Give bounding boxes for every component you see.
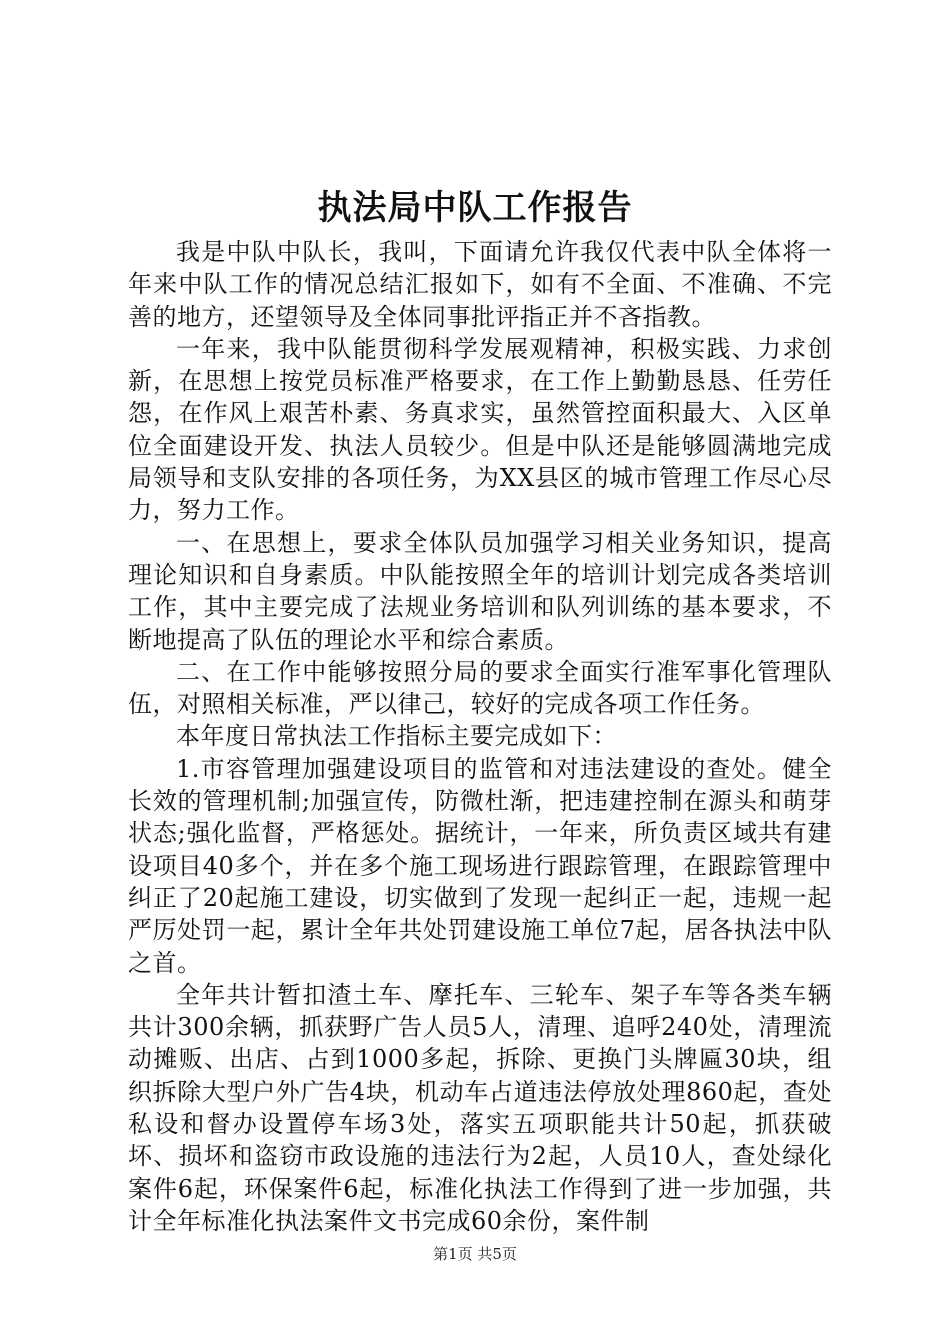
paragraph-overview: 一年来，我中队能贯彻科学发展观精神，积极实践、力求创新，在思想上按党员标准严格要求，在工作上勤勤恳恳、任劳任怨，在作风上艰苦朴素、务真求实，虽然管控面积最大、入区单位全面建设开发、执法人员较少。但是中队还是能够圆满地完成局领导和支队安排的各项任务，为XX县区的城市管理工作尽心尽力，努力工作。 xyxy=(128,334,832,525)
paragraph-thought: 一、在思想上，要求全体队员加强学习相关业务知识，提高理论知识和自身素质。中队能按照全年的培训计划完成各类培训工作，其中主要完成了法规业务培训和队列训练的基本要求，不断地提高了队伍的理论水平和综合素质。 xyxy=(128,528,832,654)
document-title: 执法局中队工作报告 xyxy=(317,188,633,228)
document-body xyxy=(128,236,832,1237)
paragraph-item-1: 1.市容管理加强建设项目的监管和对违法建设的查处。健全长效的管理机制;加强宣传，防微杜渐，把违建控制在源头和萌芽状态;强化监督，严格惩处。据统计，一年来，所负责区域共有建设项目40多个，并在多个施工现场进行跟踪管理，在跟踪管理中纠正了20起施工建设，切实做到了发现一起纠正一起，违规一起严厉处罚一起，累计全年共处罚建设施工单位7起，居各执法中队之首。 xyxy=(128,754,832,977)
paragraph-work: 二、在工作中能够按照分局的要求全面实行准军事化管理队伍，对照相关标准，严以律己，较好的完成各项工作任务。 xyxy=(128,657,832,719)
paragraph-indicators-heading: 本年度日常执法工作指标主要完成如下： xyxy=(176,722,617,751)
page-footer: 第1页 共5页 xyxy=(433,1245,517,1263)
paragraph-intro: 我是中队中队长，我叫，下面请允许我仅代表中队全体将一年来中队工作的情况总结汇报如下，如有不全面、不准确、不完善的地方，还望领导及全体同事批评指正并不吝指教。 xyxy=(128,238,832,331)
paragraph-annual-stats: 全年共计暂扣渣土车、摩托车、三轮车、架子车等各类车辆共计300余辆，抓获野广告人员5人，清理、追呼240处，清理流动摊贩、出店、占到1000多起，拆除、更换门头牌匾30块，组织拆除大型户外广告4块，机动车占道违法停放处理860起，查处私设和督办设置停车场3处，落实五项职能共计50起，抓获破坏、损坏和盗窃市政设施的违法行为2起，人员10人，查处绿化案件6起，环保案件6起，标准化执法工作得到了进一步加强，共计全年标准化执法案件文书完成60余份，案件制 xyxy=(128,980,832,1235)
